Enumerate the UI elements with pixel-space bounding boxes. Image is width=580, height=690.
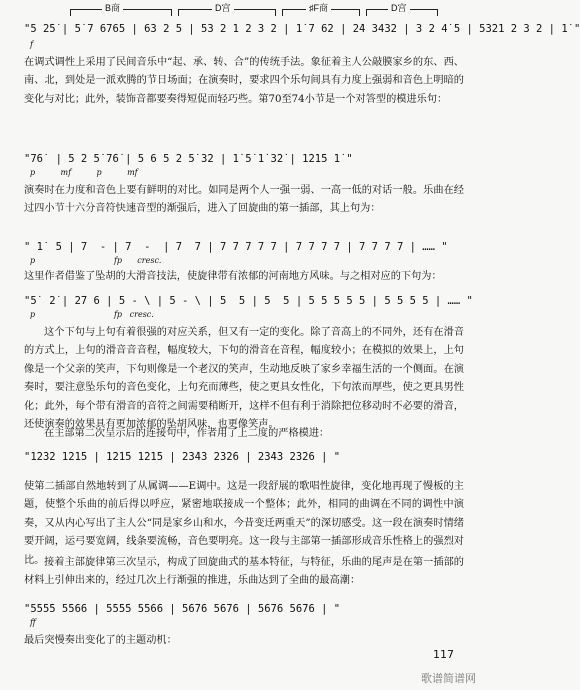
- watermark-text: 歌谱简谱网: [421, 672, 476, 685]
- dynamic-mark: p fp cresc.: [30, 310, 154, 319]
- page-number: 117: [433, 648, 454, 661]
- dynamic-mark: f: [30, 40, 33, 49]
- bracket-label: ♯F商: [306, 1, 331, 14]
- notation-line-1: "5 2̇5̇ | 5̇ 7 6765 | 6̇3 2 5 | 5̇3 2 1 2 3 2 | 1̇ 7 6̇2 | 2̇4 3432 | 3 2 4̇ 5 | 5̇3̇2̇1 2 3 2 | 1̇ ": [24, 23, 580, 35]
- paragraph-1: 在调式调性上采用了民间音乐中“起、承、转、合”的传统手法。象征着主人公敲膜家乡的东、西、南、北，到处是一派欢腾的节日场面；在演奏时，要求四个乐句间具有力度上强弱和音色上明暗的变化与对比；此外，装饰音都要奏得短促而轻巧些。第70至74小节是一个对答型的模进乐句：: [24, 57, 464, 105]
- dynamic-mark: p mf p mf: [30, 168, 138, 177]
- paragraph-7: 接着主部旋律第三次呈示，构成了回旋曲式的基本特征，与特征，乐曲的尾声是在第一插部的材料上引伸出来的，经过几次上行渐强的推进，乐曲达到了全曲的最高潮：: [24, 557, 464, 587]
- bracket-label: D宫: [212, 1, 234, 14]
- dynamic-mark: ff: [30, 618, 36, 627]
- paragraph-4: 这个下句与上句有着很强的对应关系，但又有一定的变化。除了音高上的不同外，还有在滑音的方式上，上句的滑音音音程，幅度较大，下句的滑音在音程，幅度较小；在模拟的效果上，上句像是一个父亲的笑声，下句则像是一个老汉的笑声，生动地反映了家乡幸福生活的一个侧面。在演奏时，要注意坠乐句的音色变化，上句充而薄些，使之更具女性化，下句浓而厚些，使之更具男性化；此外，每个带有滑音的音符之间需要稍断开，这样不但有利于消除把位移动时不必要的滑音，还使演奏的效果具有更加浓郁的坠胡风味，也更像笑声。: [24, 327, 464, 431]
- notation-line-3: " 1̇ 5 | 7 - | 7 - | 7 7 | 7 7 7 7 7 | 7 7 7 7 | 7 7 7 7 | …… ": [24, 241, 448, 253]
- paragraph-5: 在主部第二次呈示后的连接句中，作者用了上二度的严格模进：: [44, 428, 330, 439]
- bracket-label: D宫: [388, 1, 410, 14]
- paragraph-2: 演奏时在力度和音色上要有鲜明的对比。如同是两个人一强一弱、一高一低的对话一般。乐曲在经过四小节十六分音符快速音型的渐强后，进入了回旋曲的第一插部，其上句为：: [24, 185, 464, 215]
- paragraph-3: 这里作者借鉴了坠胡的大滑音技法，使旋律带有浓郁的河南地方风味。与之相对应的下句为：: [24, 271, 442, 282]
- notation-line-2: "7̇6̇ | 5 2 5̇ 7̇6̇ | 5 6 5 2 5̇ 3̇2 | 1̇ 5̇ 1̇ 3̇2̇ | 1̇2̇1̇5 1̇ ": [24, 153, 353, 165]
- paragraph-6: 使第二插部自然地转到了从属调——E调中。这是一段舒展的歌唱性旋律，变化地再现了慢板的主题，使整个乐曲的前后得以呼应，紧密地联接成一个整体；此外，相同的曲调在不同的调性中演奏，又从内心写出了主人公“同是家乡山和水，今昔变迁两重天”的深切感受。这一段在演奏时情绪要开阔，运弓要宽阔，线条要流畅，音色要明亮。这一段与主部第一插部形成音乐性格上的强烈对比。: [24, 481, 464, 566]
- notation-line-6: "5̇5̇5̇5 5̇5̇6̇6 | 5̇5̇5̇5 5̇5̇6̇6 | 5̇6̇7̇6 5̇6̇7̇6 | 5̇6̇7̇6 5̇6̇7̇6 | ": [24, 603, 341, 615]
- notation-line-4: "5̇ 2̇ | 2̇7 6 | 5 - \ | 5 - \ | 5 5 | 5 5 | 5 5 5 5 5 | 5 5 5 5 | …… ": [24, 295, 473, 307]
- notation-line-5: "1̇2̇3̇2 1̇2̇1̇5 | 1̇2̇1̇5 1̇2̇1̇5 | 2̇3̇4̇3 2̇3̇2̇6 | 2̇3̇4̇3 2̇3̇2̇6 | ": [24, 451, 341, 463]
- dynamic-mark: p fp cresc.: [30, 256, 162, 265]
- key-brackets: [60, 3, 440, 17]
- paragraph-8: 最后突慢奏出变化了的主题动机：: [24, 635, 177, 646]
- bracket-label: B商: [102, 1, 123, 14]
